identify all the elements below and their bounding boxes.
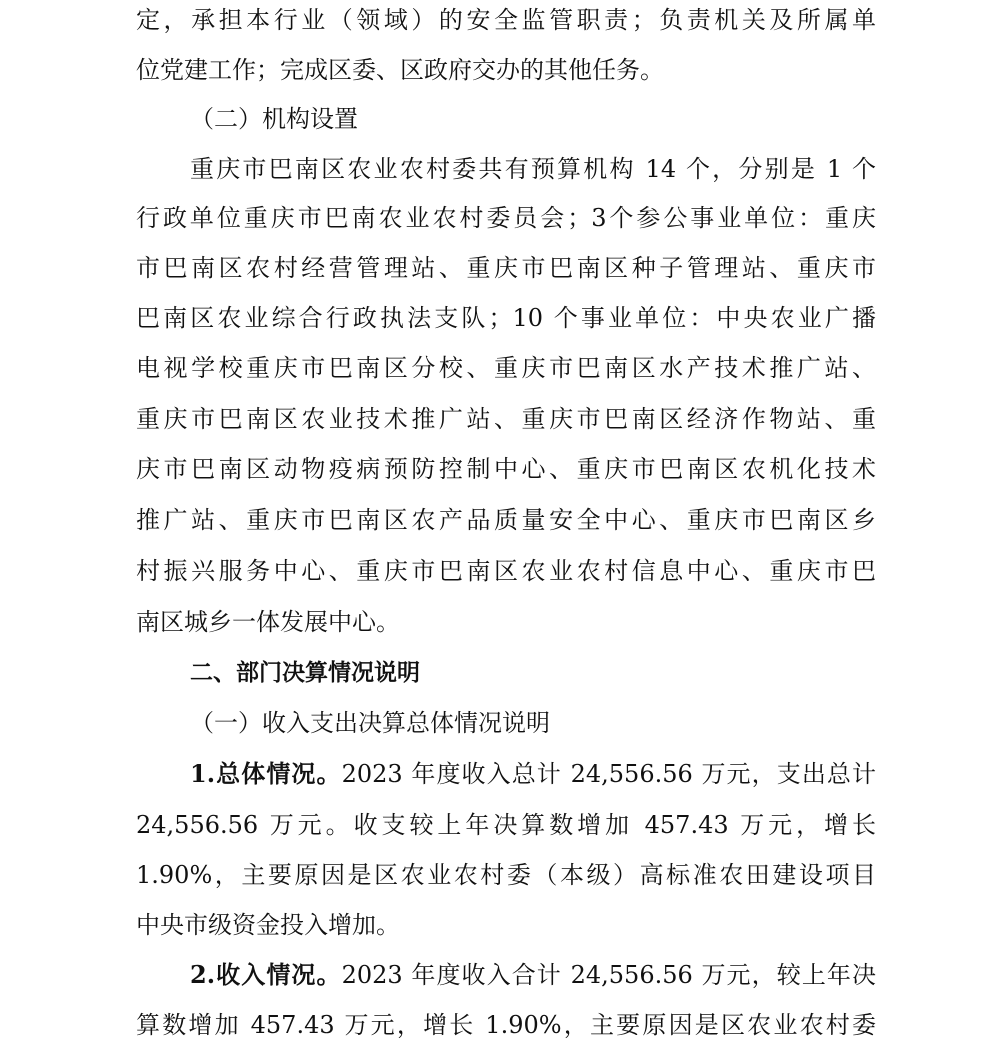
paragraph-line: 推广站、重庆市巴南区农产品质量安全中心、重庆市巴南区乡 (136, 506, 876, 534)
bold-lead-income: 2.收入情况。 (190, 960, 342, 989)
section-subheading: （二）机构设置 (190, 105, 358, 133)
paragraph-line: 行政单位重庆市巴南农业农村委员会；3个参公事业单位：重庆 (136, 204, 876, 232)
section-subheading: （一）收入支出决算总体情况说明 (190, 709, 550, 737)
paragraph-line: 村振兴服务中心、重庆市巴南区农业农村信息中心、重庆市巴 (136, 557, 876, 585)
paragraph-line: 1.90%，主要原因是区农业农村委（本级）高标准农田建设项目 (136, 861, 876, 889)
paragraph-text: 2023 年度收入合计 24,556.56 万元，较上年决 (341, 961, 876, 989)
paragraph-line (190, 955, 876, 995)
bold-lead-overall: 1.总体情况。 (190, 759, 342, 788)
paragraph-line: 中央市级资金投入增加。 (136, 911, 400, 939)
paragraph-line: 算数增加 457.43 万元，增长 1.90%，主要原因是区农业农村委 (136, 1011, 876, 1039)
paragraph-line: 24,556.56 万元。收支较上年决算数增加 457.43 万元，增长 (136, 811, 876, 839)
paragraph-line: 定，承担本行业（领域）的安全监管职责；负责机关及所属单 (136, 6, 876, 34)
paragraph-line: 庆市巴南区动物疫病预防控制中心、重庆市巴南区农机化技术 (136, 455, 876, 483)
section-heading: 二、部门决算情况说明 (190, 660, 420, 686)
paragraph-text: 2023 年度收入总计 24,556.56 万元，支出总计 (341, 760, 876, 788)
paragraph-line (190, 754, 876, 794)
paragraph-line: 重庆市巴南区农业技术推广站、重庆市巴南区经济作物站、重 (136, 405, 876, 433)
paragraph-line: 南区城乡一体发展中心。 (136, 608, 400, 636)
paragraph-line: 位党建工作；完成区委、区政府交办的其他任务。 (136, 56, 664, 84)
paragraph-line: 重庆市巴南区农业农村委共有预算机构 14 个，分别是 1 个 (190, 155, 876, 183)
paragraph-line: 巴南区农业综合行政执法支队；10 个事业单位：中央农业广播 (136, 304, 876, 332)
paragraph-line: 市巴南区农村经营管理站、重庆市巴南区种子管理站、重庆市 (136, 254, 876, 282)
paragraph-line: 电视学校重庆市巴南区分校、重庆市巴南区水产技术推广站、 (136, 354, 876, 382)
